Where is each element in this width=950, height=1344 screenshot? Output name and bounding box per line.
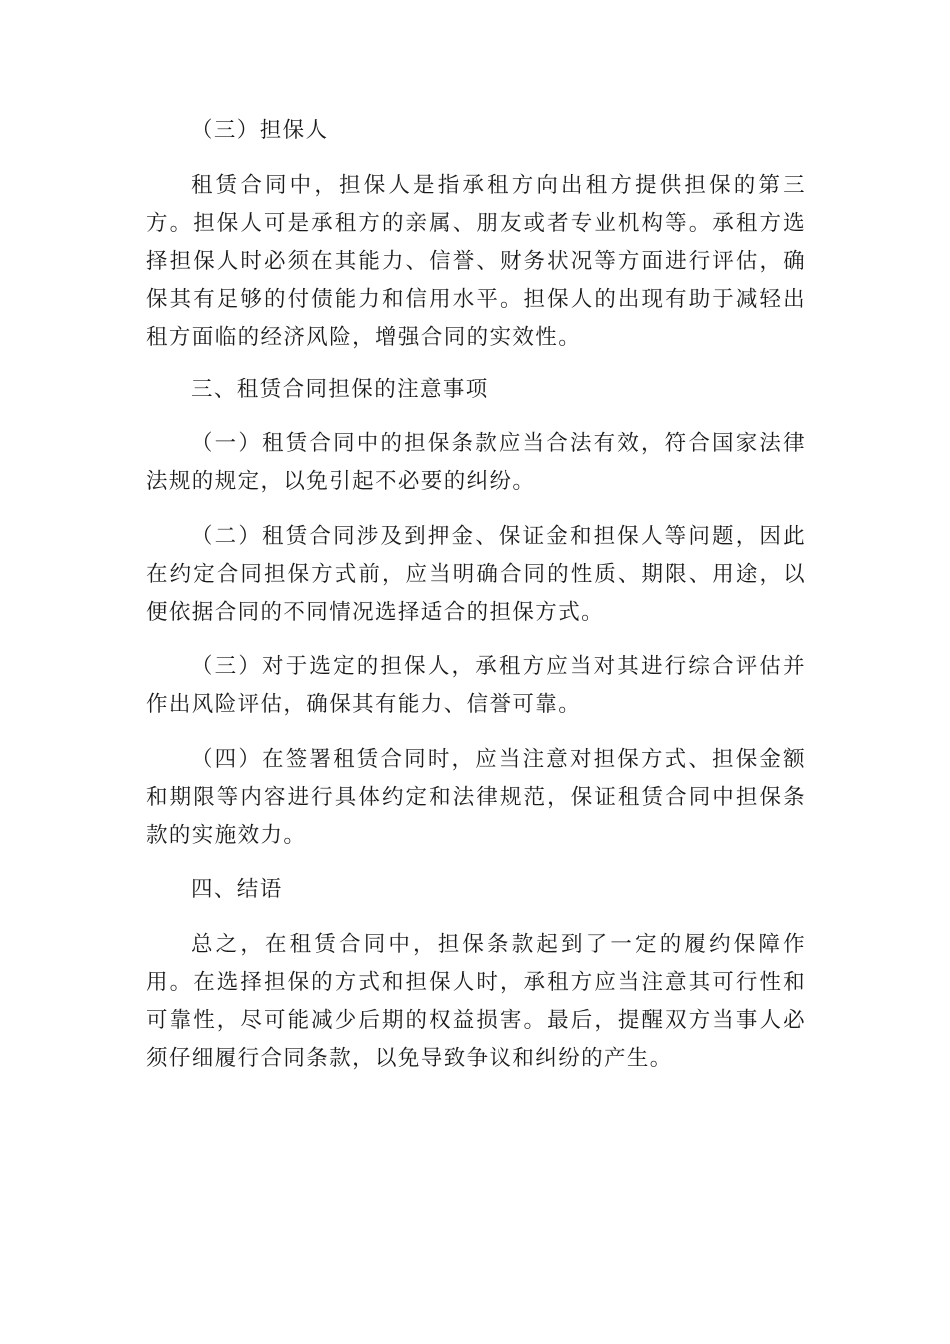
paragraph-note-3: （三）对于选定的担保人，承租方应当对其进行综合评估并作出风险评估，确保其有能力、信誉可靠。 — [146, 654, 806, 717]
paragraph-note-1: （一）租赁合同中的担保条款应当合法有效，符合国家法律法规的规定，以免引起不必要的纠纷。 — [146, 431, 806, 494]
section-heading-conclusion: 四、结语 — [191, 877, 283, 902]
paragraph-guarantor: 租赁合同中，担保人是指承租方向出租方提供担保的第三方。担保人可是承租方的亲属、朋友或者专业机构等。承租方选择担保人时必须在其能力、信誉、财务状况等方面进行评估，确保其有足够的付债能力和信用水平。担保人的出现有助于减轻出租方面临的经济风险，增强合同的实效性。 — [146, 173, 806, 350]
section-heading-guarantor: （三）担保人 — [191, 118, 329, 143]
section-heading-notes: 三、租赁合同担保的注意事项 — [191, 377, 489, 402]
paragraph-conclusion: 总之，在租赁合同中，担保条款起到了一定的履约保障作用。在选择担保的方式和担保人时，承租方应当注意其可行性和可靠性，尽可能减少后期的权益损害。最后，提醒双方当事人必须仔细履行合同条款，以免导致争议和纠纷的产生。 — [146, 932, 806, 1071]
paragraph-note-4: （四）在签署租赁合同时，应当注意对担保方式、担保金额和期限等内容进行具体约定和法律规范，保证租赁合同中担保条款的实施效力。 — [146, 747, 806, 848]
paragraph-note-2: （二）租赁合同涉及到押金、保证金和担保人等问题，因此在约定合同担保方式前，应当明确合同的性质、期限、用途，以便依据合同的不同情况选择适合的担保方式。 — [146, 524, 806, 625]
